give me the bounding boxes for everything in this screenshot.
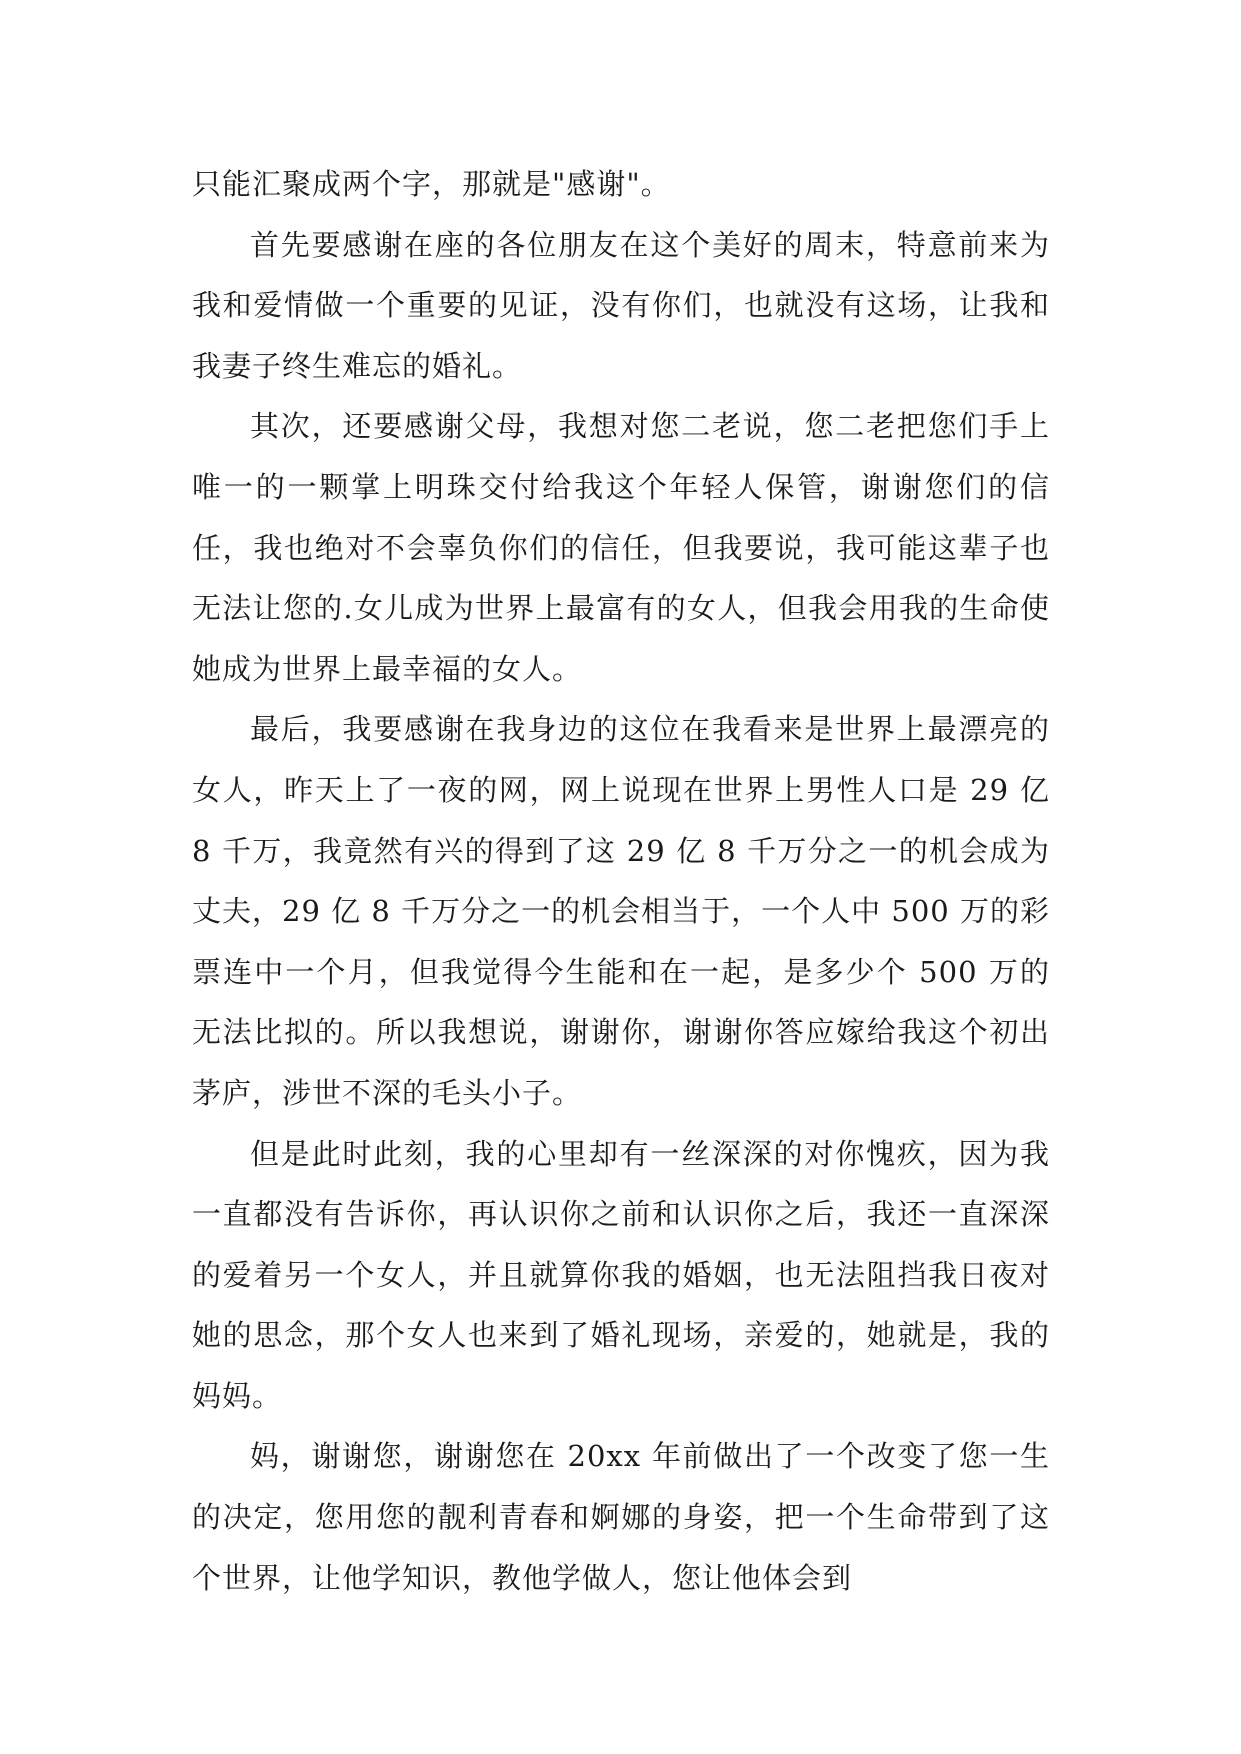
paragraph-thanks-friends: 首先要感谢在座的各位朋友在这个美好的周末，特意前来为我和爱情做一个重要的见证，没有你们，也就没有这场，让我和我妻子终生难忘的婚礼。 (192, 227, 1050, 383)
document-body (192, 154, 1050, 1608)
paragraph-thanks-parents: 其次，还要感谢父母，我想对您二老说，您二老把您们手上唯一的一颗掌上明珠交付给我这个年轻人保管，谢谢您们的信任，我也绝对不会辜负你们的信任，但我要说，我可能这辈子也无法让您的.女儿成为世界上最富有的女人，但我会用我的生命使她成为世界上最幸福的女人。 (192, 409, 1050, 686)
paragraph-thanks-wife: 最后，我要感谢在我身边的这位在我看来是世界上最漂亮的女人，昨天上了一夜的网，网上说现在世界上男性人口是 29 亿 8 千万，我竟然有兴的得到了这 29 亿 8 千万分之一的机会成为丈夫，29 亿 8 千万分之一的机会相当于，一个人中 500 万的彩票连中一个月，但我觉得今生能和在一起，是多少个 500 万的无法比拟的。所以我想说，谢谢你，谢谢你答应嫁给我这个初出茅庐，涉世不深的毛头小子。 (192, 712, 1050, 1110)
paragraph-another-woman: 但是此时此刻，我的心里却有一丝深深的对你愧疚，因为我一直都没有告诉你，再认识你之前和认识你之后，我还一直深深的爱着另一个女人，并且就算你我的婚姻，也无法阻挡我日夜对她的思念，那个女人也来到了婚礼现场，亲爱的，她就是，我的妈妈。 (192, 1136, 1050, 1413)
paragraph-continuation: 只能汇聚成两个字，那就是"感谢"。 (192, 167, 671, 201)
paragraph-thanks-mother: 妈，谢谢您，谢谢您在 20xx 年前做出了一个改变了您一生的决定，您用您的靓利青春和婀娜的身姿，把一个生命带到了这个世界，让他学知识，教他学做人，您让他体会到 (192, 1439, 1050, 1595)
